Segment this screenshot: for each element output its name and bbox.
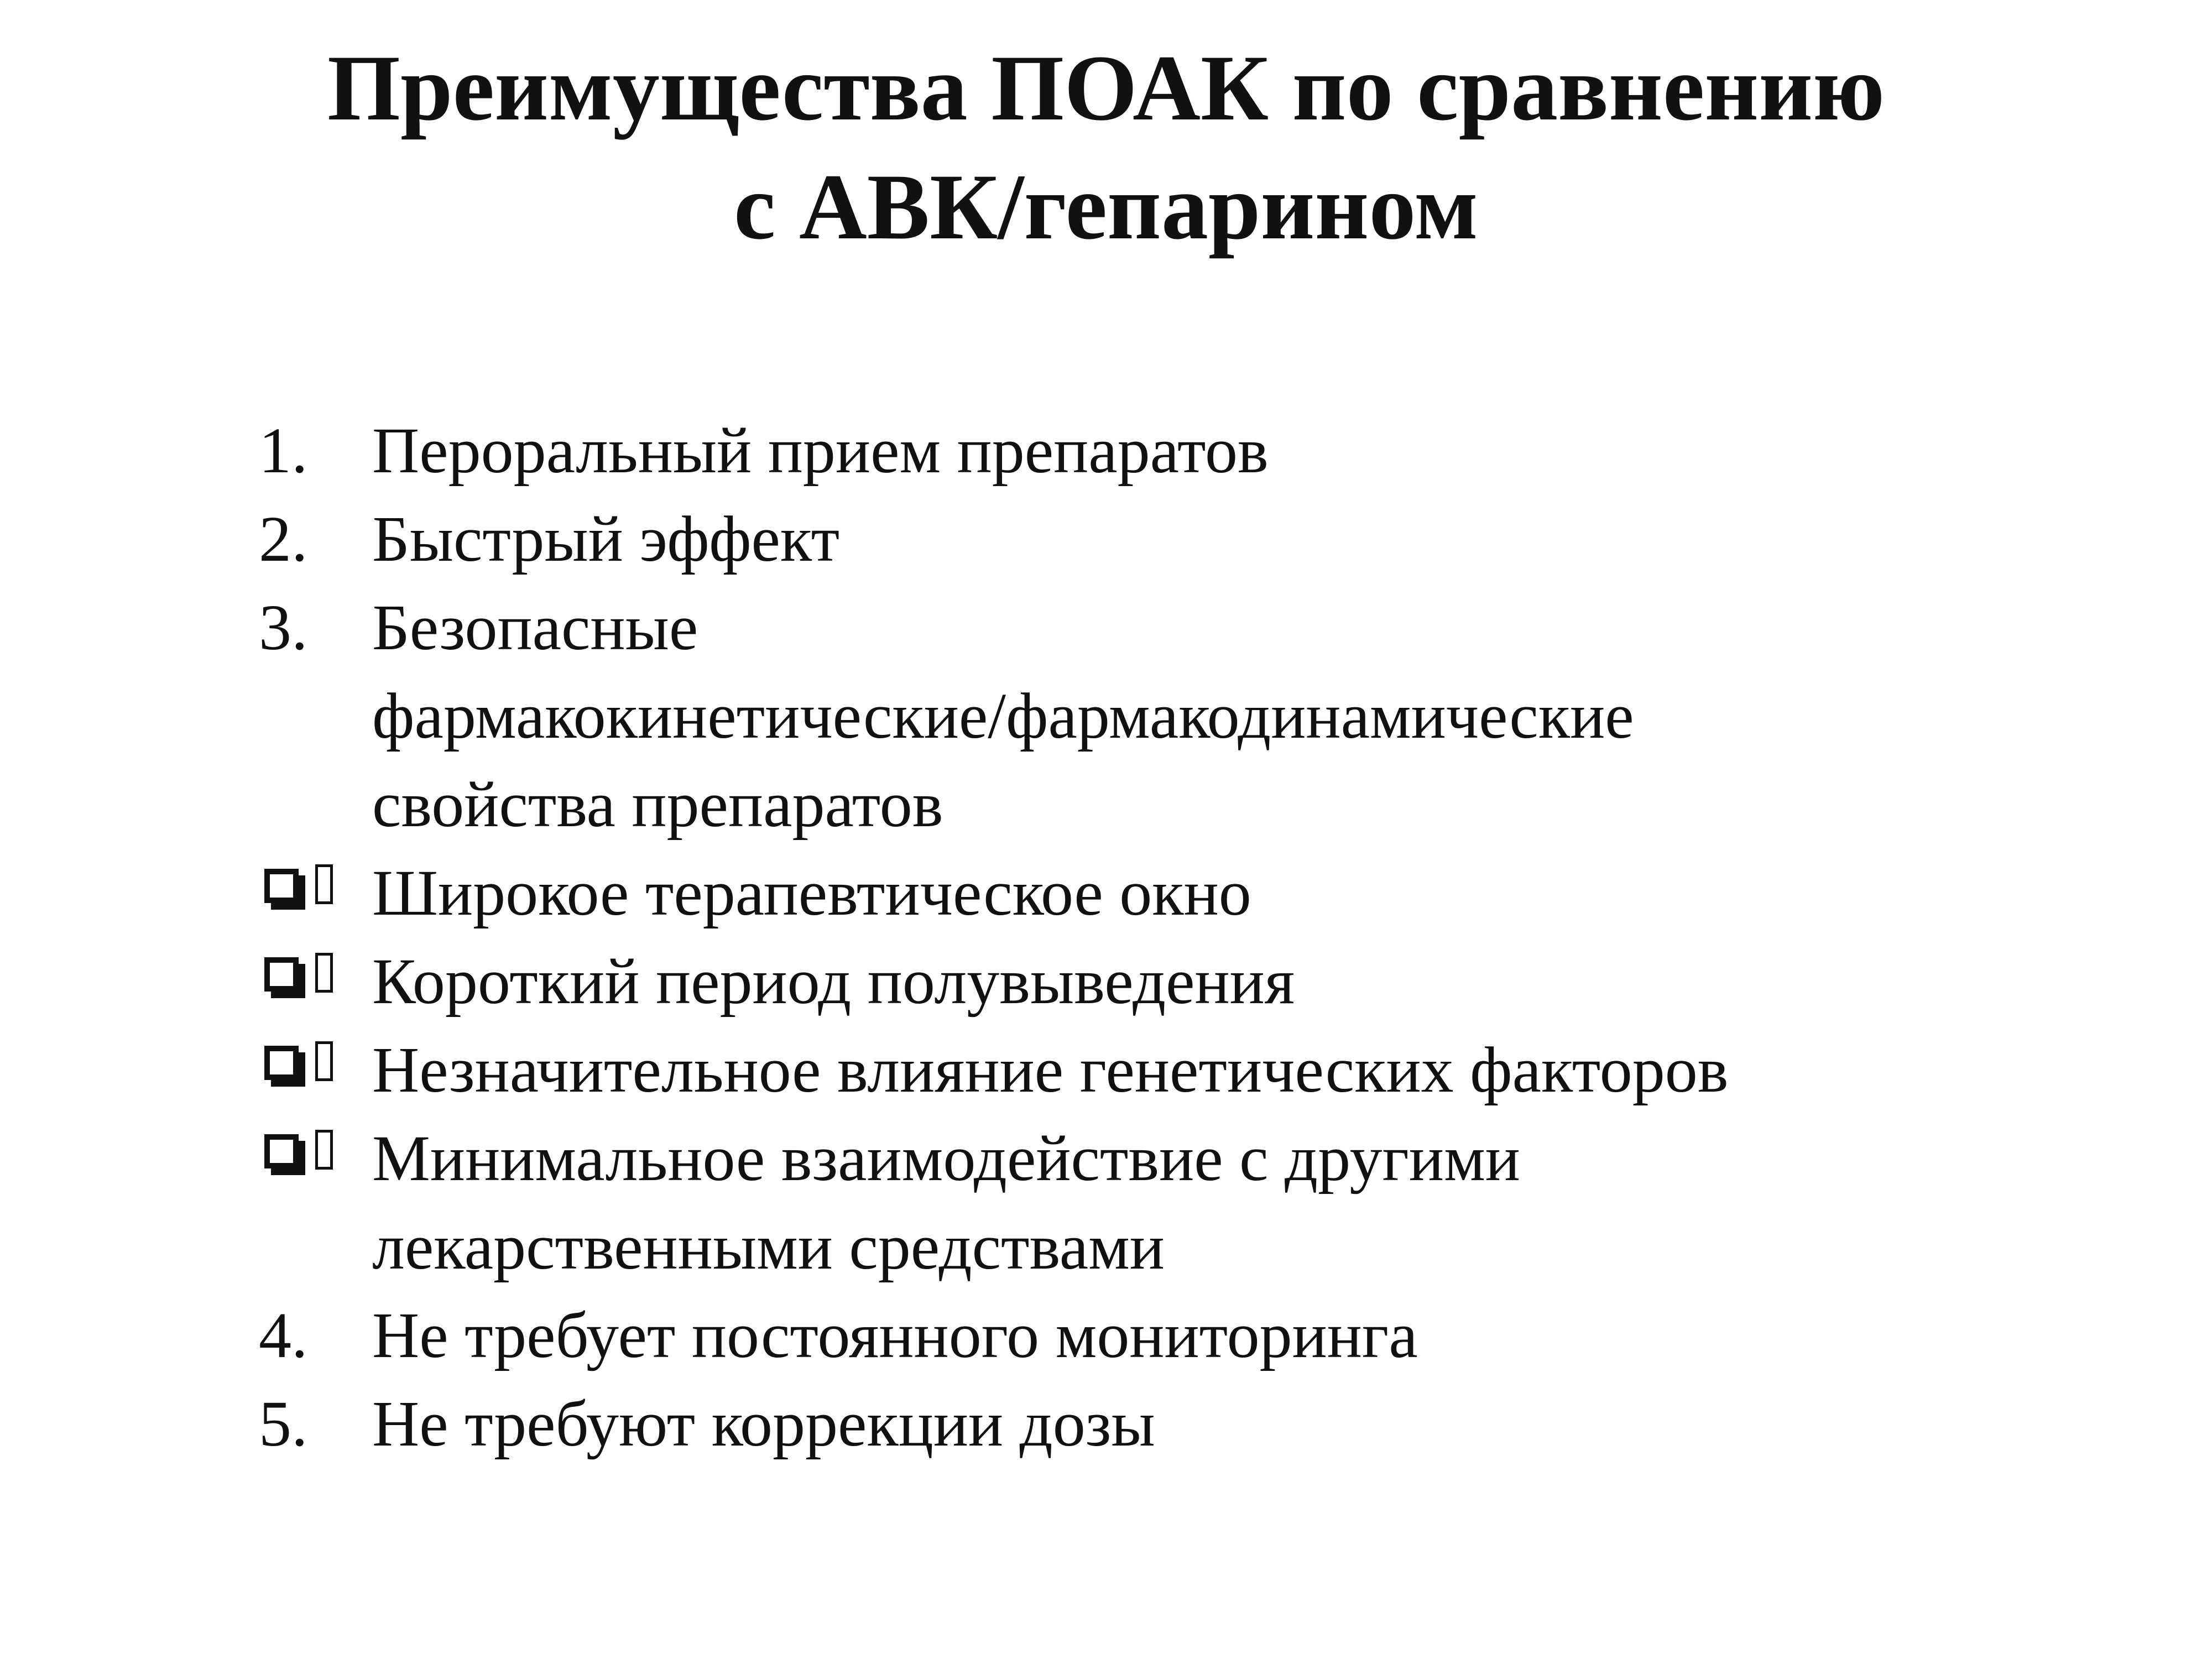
list-item-text: свойства препаратов xyxy=(372,768,943,841)
list-item-text: Не требует постоянного мониторинга xyxy=(372,1299,1418,1371)
list-item-text: Не требуют коррекции дозы xyxy=(372,1387,1155,1460)
list-number: 2. xyxy=(259,503,308,575)
list-item-text: Широкое терапевтическое окно xyxy=(372,857,1251,929)
list-item xyxy=(259,849,2084,937)
list-item xyxy=(259,583,2084,849)
checkbox-bullet-icon xyxy=(264,1130,331,1191)
list-item-text: Незначительное влияние генетических факторов xyxy=(372,1034,1729,1106)
list-item-text: лекарственными средствами xyxy=(372,1211,1165,1283)
list-item xyxy=(259,1380,2084,1468)
slide-title-line-2: с АВК/гепарином xyxy=(734,155,1478,259)
list-item-text: Пероральный прием препаратов xyxy=(372,414,1269,487)
list-item xyxy=(259,937,2084,1026)
advantages-list xyxy=(259,406,2084,1468)
list-item xyxy=(259,495,2084,583)
slide-title-line-1: Преимущества ПОАК по сравнению xyxy=(327,36,1885,140)
list-item xyxy=(259,1026,2084,1114)
list-item-text: Короткий период полувыведения xyxy=(372,945,1295,1018)
list-item-text: Быстрый эффект xyxy=(372,503,840,575)
list-number: 5. xyxy=(259,1387,308,1460)
list-item-text: Минимальное взаимодействие с другими xyxy=(372,1122,1520,1194)
checkbox-bullet-icon xyxy=(264,953,331,1014)
list-item-text: Безопасные xyxy=(372,591,698,664)
list-number: 1. xyxy=(259,414,308,487)
list-item xyxy=(259,1291,2084,1380)
checkbox-bullet-icon xyxy=(264,864,331,925)
checkbox-bullet-icon xyxy=(264,1041,331,1102)
list-item xyxy=(259,406,2084,495)
list-number: 4. xyxy=(259,1299,308,1371)
list-number: 3. xyxy=(259,591,308,664)
slide-title xyxy=(0,29,2212,267)
list-item xyxy=(259,1114,2084,1291)
list-item-text: фармакокинетические/фармакодинамические xyxy=(372,680,1634,752)
